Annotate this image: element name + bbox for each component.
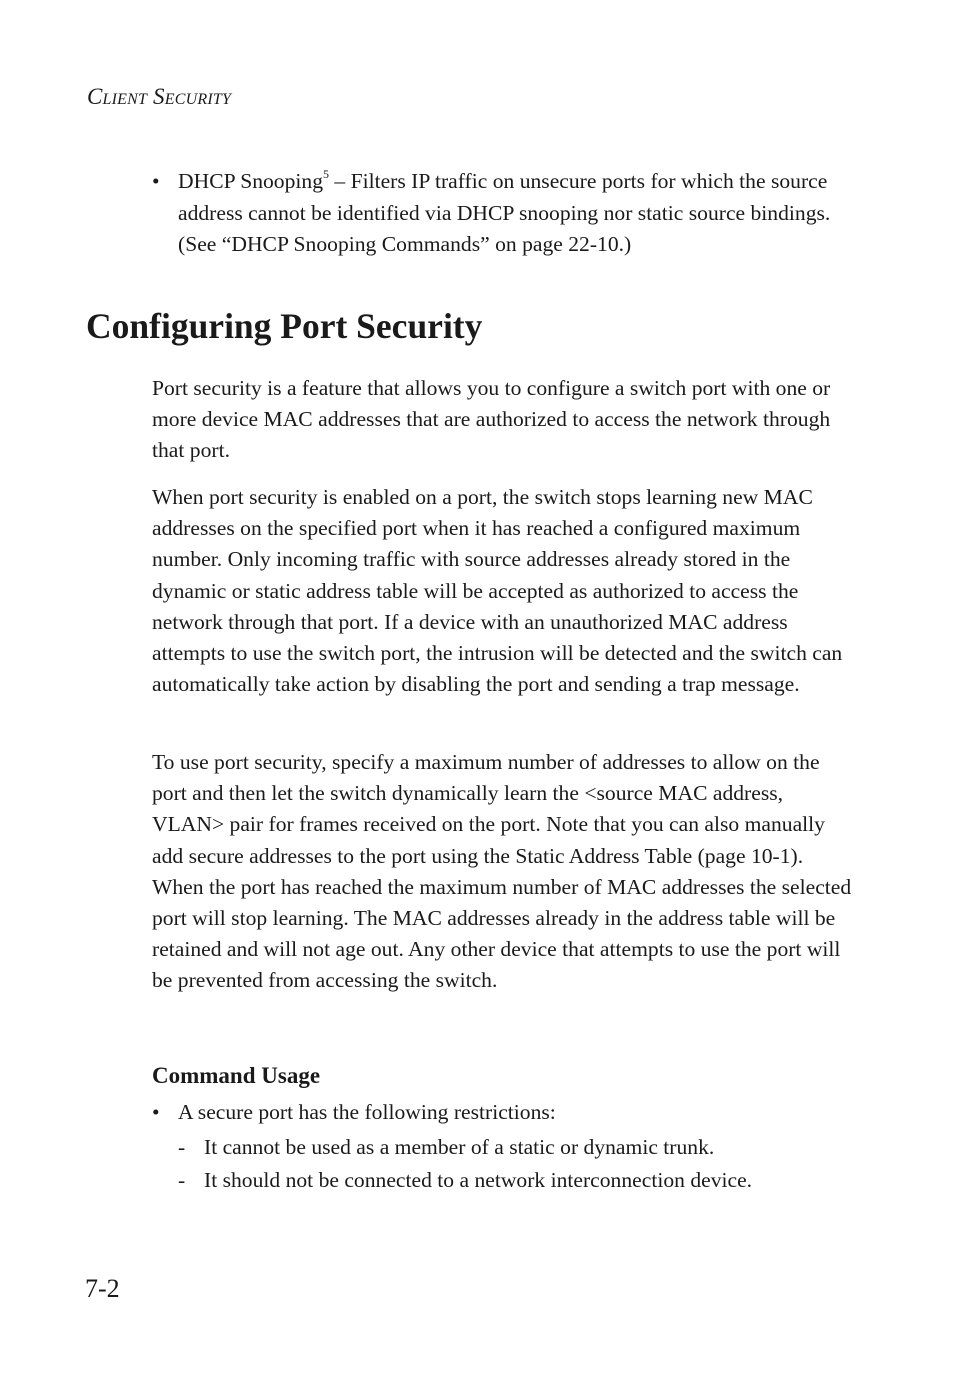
restriction-text: It should not be connected to a network interconnection device. — [204, 1167, 753, 1192]
list-item — [178, 1164, 852, 1197]
bullet-marker: • — [152, 169, 160, 193]
command-usage-list — [152, 1097, 852, 1197]
dash-marker: - — [178, 1167, 186, 1192]
bullet-text: A secure port has the following restrictions: — [178, 1100, 556, 1124]
running-header: Client Security — [87, 84, 232, 109]
dash-marker: - — [178, 1134, 186, 1159]
list-item — [152, 166, 852, 261]
bullet-text: – Filters IP traffic on unsecure ports for which the source address cannot be identified via DHCP snooping nor static source bindings. (See “DHCP Snooping Commands” on page 22-10.) — [178, 169, 831, 256]
list-item — [178, 1131, 852, 1164]
paragraph-1: Port security is a feature that allows you to configure a switch port with one or more device MAC addresses that are authorized to access the network through that port. — [152, 376, 831, 463]
bullet-term: DHCP Snooping — [178, 169, 323, 193]
paragraph-2: When port security is enabled on a port, the switch stops learning new MAC addresses on the specified port when it has reached a configured maximum number. Only incoming traffic with source addresses already stored in the dynamic or static address table will be accepted as authorized to access the network through that port. If a device with an unauthorized MAC address attempts to use the switch port, the intrusion will be detected and the switch can automatically take action by disabling the port and sending a trap message. — [152, 485, 843, 697]
paragraph-3: To use port security, specify a maximum number of addresses to allow on the port and then let the switch dynamically learn the <source MAC address, VLAN> pair for frames received on the port. Note that you can also manually add secure addresses to the port using the Static Address Table (page 10-1). When the port has reached the maximum number of MAC addresses the selected port will stop learning. The MAC addresses already in the address table will be retained and will not age out. Any other device that attempts to use the port will be prevented from accessing the switch. — [152, 750, 852, 993]
section-title: Configuring Port Security — [86, 306, 483, 346]
restriction-text: It cannot be used as a member of a static or dynamic trunk. — [204, 1134, 715, 1159]
intro-bullet-list — [152, 166, 852, 261]
page-number: 7-2 — [85, 1274, 120, 1303]
command-usage-heading: Command Usage — [152, 1063, 321, 1088]
restriction-list — [152, 1131, 852, 1197]
list-item — [152, 1097, 852, 1129]
footnote-reference[interactable]: 5 — [323, 166, 329, 181]
bullet-marker: • — [152, 1100, 160, 1124]
